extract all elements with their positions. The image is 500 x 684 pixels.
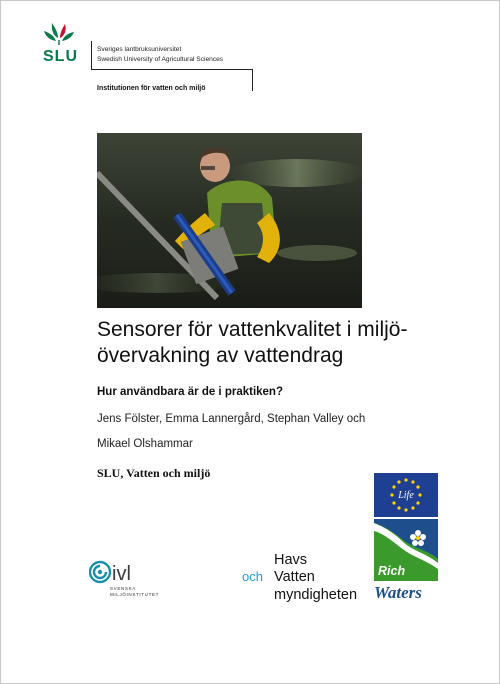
havs-logo-och: och	[242, 569, 263, 584]
authors-line2: Mikael Olshammar	[97, 438, 193, 450]
header-divider	[91, 41, 92, 69]
cover-photo	[97, 133, 362, 308]
ivl-subtitle-line2: MILJÖINSTITUTET	[110, 592, 160, 597]
university-name-english: Swedish University of Agricultural Sciences	[97, 56, 224, 63]
university-name-swedish: Sveriges lantbruksuniversitet	[97, 46, 182, 53]
ivl-subtitle-line1: SVENSKA	[110, 586, 136, 591]
slu-wordmark: SLU	[43, 48, 78, 65]
department-name: Institutionen för vatten och miljö	[97, 85, 206, 92]
ivl-logo	[89, 559, 155, 589]
report-subtitle: Hur användbara är de i praktiken?	[97, 386, 283, 398]
havs-logo-line1: Havs	[274, 552, 308, 568]
header-rule-tick	[252, 69, 253, 91]
report-title-line2: övervakning av vattendrag	[97, 344, 344, 367]
havs-logo-line3: myndigheten	[274, 587, 358, 603]
authors-line1: Jens Fölster, Emma Lannergård, Stephan Valley och	[97, 413, 366, 425]
header-rule	[91, 69, 253, 70]
report-title	[97, 317, 457, 369]
report-title-line1: Sensorer för vattenkvalitet i miljö-	[97, 318, 408, 341]
havs-logo-line2: Vatten	[274, 569, 315, 585]
ivl-wordmark: ivl	[112, 563, 131, 585]
waters-wordmark: Waters	[374, 583, 422, 602]
life-wordmark: Life	[398, 490, 414, 501]
rich-wordmark: Rich	[378, 564, 406, 578]
eu-life-flag-logo	[374, 473, 438, 517]
publisher-organization: SLU, Vatten och miljö	[97, 466, 211, 480]
